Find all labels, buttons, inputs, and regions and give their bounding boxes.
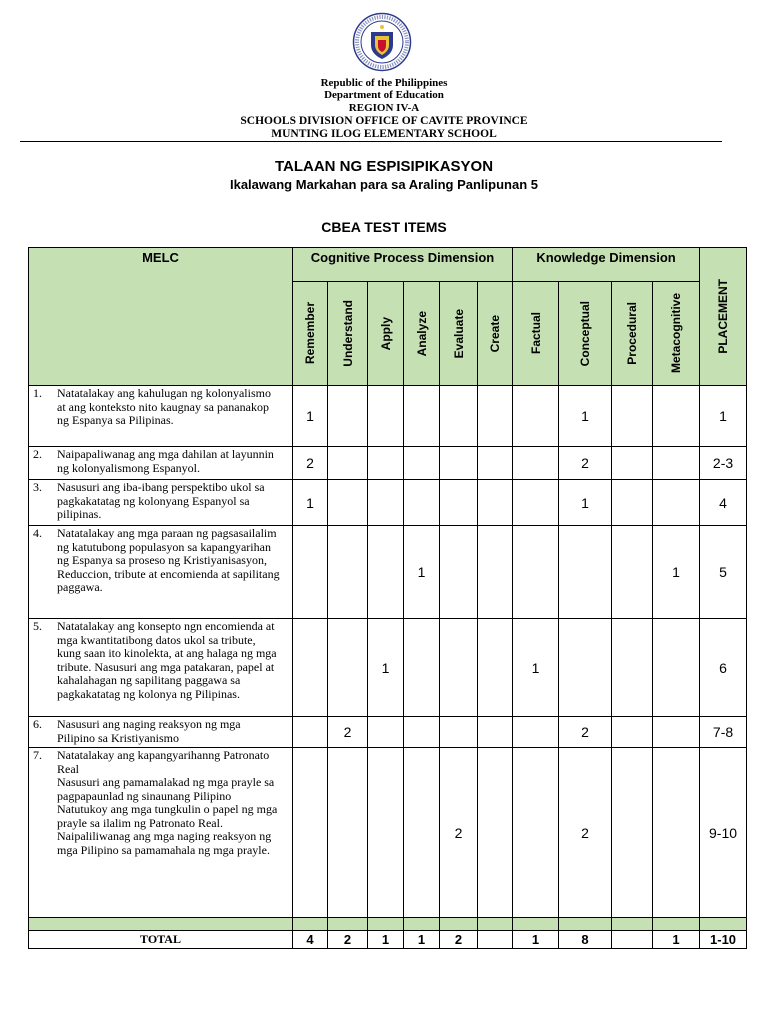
count-cell <box>440 386 478 447</box>
total-row <box>29 931 747 949</box>
header-school: MUNTING ILOG ELEMENTARY SCHOOL <box>271 128 497 140</box>
melc-text: Nasusuri ang iba-ibang perspektibo ukol sa pagkakatatag ng kolonyang Espanyol sa pilipinas. <box>57 480 265 521</box>
total-cell: 1 <box>513 931 559 949</box>
count-cell <box>440 447 478 480</box>
col-understand <box>328 282 368 386</box>
placement-cell: 9-10 <box>700 748 747 918</box>
col-label: Conceptual <box>578 300 592 367</box>
count-cell <box>653 748 700 918</box>
melc-cell <box>29 717 293 748</box>
placement-cell: 5 <box>700 526 747 619</box>
header-country: Republic of the Philippines <box>320 77 448 89</box>
count-cell: 2 <box>559 717 612 748</box>
col-conceptual <box>559 282 612 386</box>
count-cell <box>653 447 700 480</box>
count-cell <box>293 717 328 748</box>
col-metacognitive <box>653 282 700 386</box>
total-cell: 8 <box>559 931 612 949</box>
col-procedural <box>612 282 653 386</box>
count-cell <box>368 717 404 748</box>
specification-table <box>28 247 747 949</box>
count-cell <box>478 717 513 748</box>
total-cell: 1 <box>653 931 700 949</box>
placement-cell: 6 <box>700 619 747 717</box>
count-cell <box>404 619 440 717</box>
placement-cell: 7-8 <box>700 717 747 748</box>
melc-text: Nasusuri ang naging reaksyon ng mga Pilipino sa Kristiyanismo <box>57 717 241 745</box>
col-factual <box>513 282 559 386</box>
melc-number: 3. <box>33 480 42 494</box>
header-region: REGION IV-A <box>348 102 420 114</box>
col-label: Factual <box>528 312 543 355</box>
col-evaluate <box>440 282 478 386</box>
count-cell: 1 <box>293 386 328 447</box>
count-cell <box>612 386 653 447</box>
count-cell: 1 <box>513 619 559 717</box>
total-cell <box>478 931 513 949</box>
count-cell: 2 <box>293 447 328 480</box>
melc-number: 6. <box>33 717 42 731</box>
melc-cell <box>29 447 293 480</box>
total-cell: 2 <box>328 931 368 949</box>
count-cell <box>612 480 653 526</box>
count-cell <box>478 748 513 918</box>
col-apply <box>368 282 404 386</box>
count-cell <box>404 748 440 918</box>
col-label: Understand <box>340 300 355 367</box>
deped-seal-logo <box>352 12 412 72</box>
count-cell <box>612 619 653 717</box>
count-cell <box>440 480 478 526</box>
count-cell <box>293 748 328 918</box>
count-cell: 2 <box>559 748 612 918</box>
count-cell <box>404 480 440 526</box>
count-cell <box>653 386 700 447</box>
col-label: Analyze <box>414 310 429 357</box>
melc-number: 2. <box>33 447 42 461</box>
count-cell <box>368 748 404 918</box>
count-cell <box>328 447 368 480</box>
count-cell <box>653 480 700 526</box>
count-cell <box>328 526 368 619</box>
count-cell <box>612 526 653 619</box>
melc-number: 7. <box>33 748 42 762</box>
count-cell <box>368 447 404 480</box>
melc-text: Naipapaliwanag ang mga dahilan at layunnin ng kolonyalismong Espanyol. <box>57 447 274 475</box>
count-cell <box>368 386 404 447</box>
table-row <box>29 717 747 748</box>
count-cell <box>368 480 404 526</box>
table-row <box>29 447 747 480</box>
document-subtitle: Ikalawang Markahan para sa Araling Panlipunan 5 <box>229 177 538 192</box>
col-label: Remember <box>303 302 317 365</box>
count-cell <box>559 619 612 717</box>
col-label: Procedural <box>625 302 639 365</box>
count-cell <box>478 526 513 619</box>
count-cell <box>440 526 478 619</box>
count-cell <box>559 526 612 619</box>
count-cell <box>293 526 328 619</box>
total-cell: 4 <box>293 931 328 949</box>
melc-cell <box>29 619 293 717</box>
count-cell <box>440 717 478 748</box>
melc-number: 1. <box>33 386 42 400</box>
count-cell <box>478 619 513 717</box>
placement-cell: 4 <box>700 480 747 526</box>
col-remember <box>293 282 328 386</box>
melc-text: Natatalakay ang kahulugan ng kolonyalismo at ang konteksto nito kaugnay sa pananakop ng Espanya sa Pilipinas. <box>57 386 271 427</box>
count-cell <box>513 447 559 480</box>
count-cell <box>513 480 559 526</box>
count-cell <box>478 480 513 526</box>
count-cell: 1 <box>293 480 328 526</box>
table-row <box>29 526 747 619</box>
total-label: TOTAL <box>29 931 293 949</box>
melc-number: 4. <box>33 526 42 540</box>
count-cell: 2 <box>328 717 368 748</box>
melc-text: Natatalakay ang kapangyarihanng Patronato Real Nasusuri ang pamamalakad ng mga prayle sa pagpapaunlad ng sinaunang Pilipino Natutukoy ang mga tungkulin o papel ng mga prayle sa ilalim ng Patronato Real. Naipaliliwanag ang mga naging reaksyon ng mga Pilipino sa pamamahala ng mga prayle. <box>57 748 278 857</box>
melc-cell <box>29 386 293 447</box>
header-department: Department of Education <box>324 89 444 101</box>
count-cell: 1 <box>368 619 404 717</box>
knowledge-dimension-header: Knowledge Dimension <box>513 248 700 282</box>
section-title: CBEA TEST ITEMS <box>321 219 447 235</box>
total-cell: 1 <box>404 931 440 949</box>
melc-cell <box>29 480 293 526</box>
col-analyze <box>404 282 440 386</box>
total-cell: 2 <box>440 931 478 949</box>
count-cell <box>653 717 700 748</box>
count-cell <box>404 386 440 447</box>
melc-text: Natatalakay ang mga paraan ng pagsasailalim ng katutubong populasyon sa kapangyarihan ng Espanya sa proseso ng Kristiyanisasyon, Reduccion, tribute at encomienda at sapilitang paggawa. <box>57 526 280 594</box>
table-row <box>29 748 747 918</box>
col-label: Evaluate <box>451 308 466 359</box>
count-cell <box>513 386 559 447</box>
count-cell <box>328 386 368 447</box>
count-cell <box>513 526 559 619</box>
count-cell <box>612 748 653 918</box>
melc-text: Natatalakay ang konsepto ngn encomienda at mga kwantitatibong datos ukol sa tribute, kung saan ito kinolekta, at ang halaga ng mga tribute. Nasusuri ang mga patakaran, papel at kahalahagan ng sapilitang paggawa sa pagkakatatag ng kolonya ng Pilipinas. <box>57 619 277 701</box>
count-cell: 2 <box>440 748 478 918</box>
table-row <box>29 480 747 526</box>
col-label: Create <box>488 314 502 353</box>
count-cell: 1 <box>559 480 612 526</box>
table-row <box>29 386 747 447</box>
count-cell: 2 <box>559 447 612 480</box>
melc-number: 5. <box>33 619 42 633</box>
count-cell <box>478 386 513 447</box>
total-placement-cell: 1-10 <box>700 931 747 949</box>
count-cell <box>293 619 328 717</box>
count-cell: 1 <box>559 386 612 447</box>
col-create <box>478 282 513 386</box>
count-cell <box>440 619 478 717</box>
count-cell <box>328 480 368 526</box>
header-division: SCHOOLS DIVISION OFFICE OF CAVITE PROVINCE <box>240 115 528 127</box>
count-cell <box>513 717 559 748</box>
count-cell <box>478 447 513 480</box>
melc-cell <box>29 526 293 619</box>
count-cell <box>368 526 404 619</box>
count-cell <box>328 748 368 918</box>
melc-header: MELC <box>29 248 293 386</box>
count-cell: 1 <box>404 526 440 619</box>
placement-header-cell <box>700 248 747 386</box>
col-label: Apply <box>378 316 393 351</box>
count-cell <box>404 717 440 748</box>
count-cell <box>328 619 368 717</box>
count-cell: 1 <box>653 526 700 619</box>
count-cell <box>612 717 653 748</box>
placement-header: PLACEMENT <box>716 279 731 354</box>
total-cell <box>612 931 653 949</box>
placement-cell: 1 <box>700 386 747 447</box>
count-cell <box>513 748 559 918</box>
col-label: Metacognitive <box>669 293 684 374</box>
count-cell <box>653 619 700 717</box>
placement-cell: 2-3 <box>700 447 747 480</box>
header-divider <box>20 141 722 142</box>
table-row <box>29 619 747 717</box>
total-cell: 1 <box>368 931 404 949</box>
cognitive-process-header: Cognitive Process Dimension <box>293 248 513 282</box>
document-title: TALAAN NG ESPISIPIKASYON <box>274 158 494 175</box>
count-cell <box>404 447 440 480</box>
melc-cell <box>29 748 293 918</box>
spacer-row <box>29 918 747 931</box>
count-cell <box>612 447 653 480</box>
